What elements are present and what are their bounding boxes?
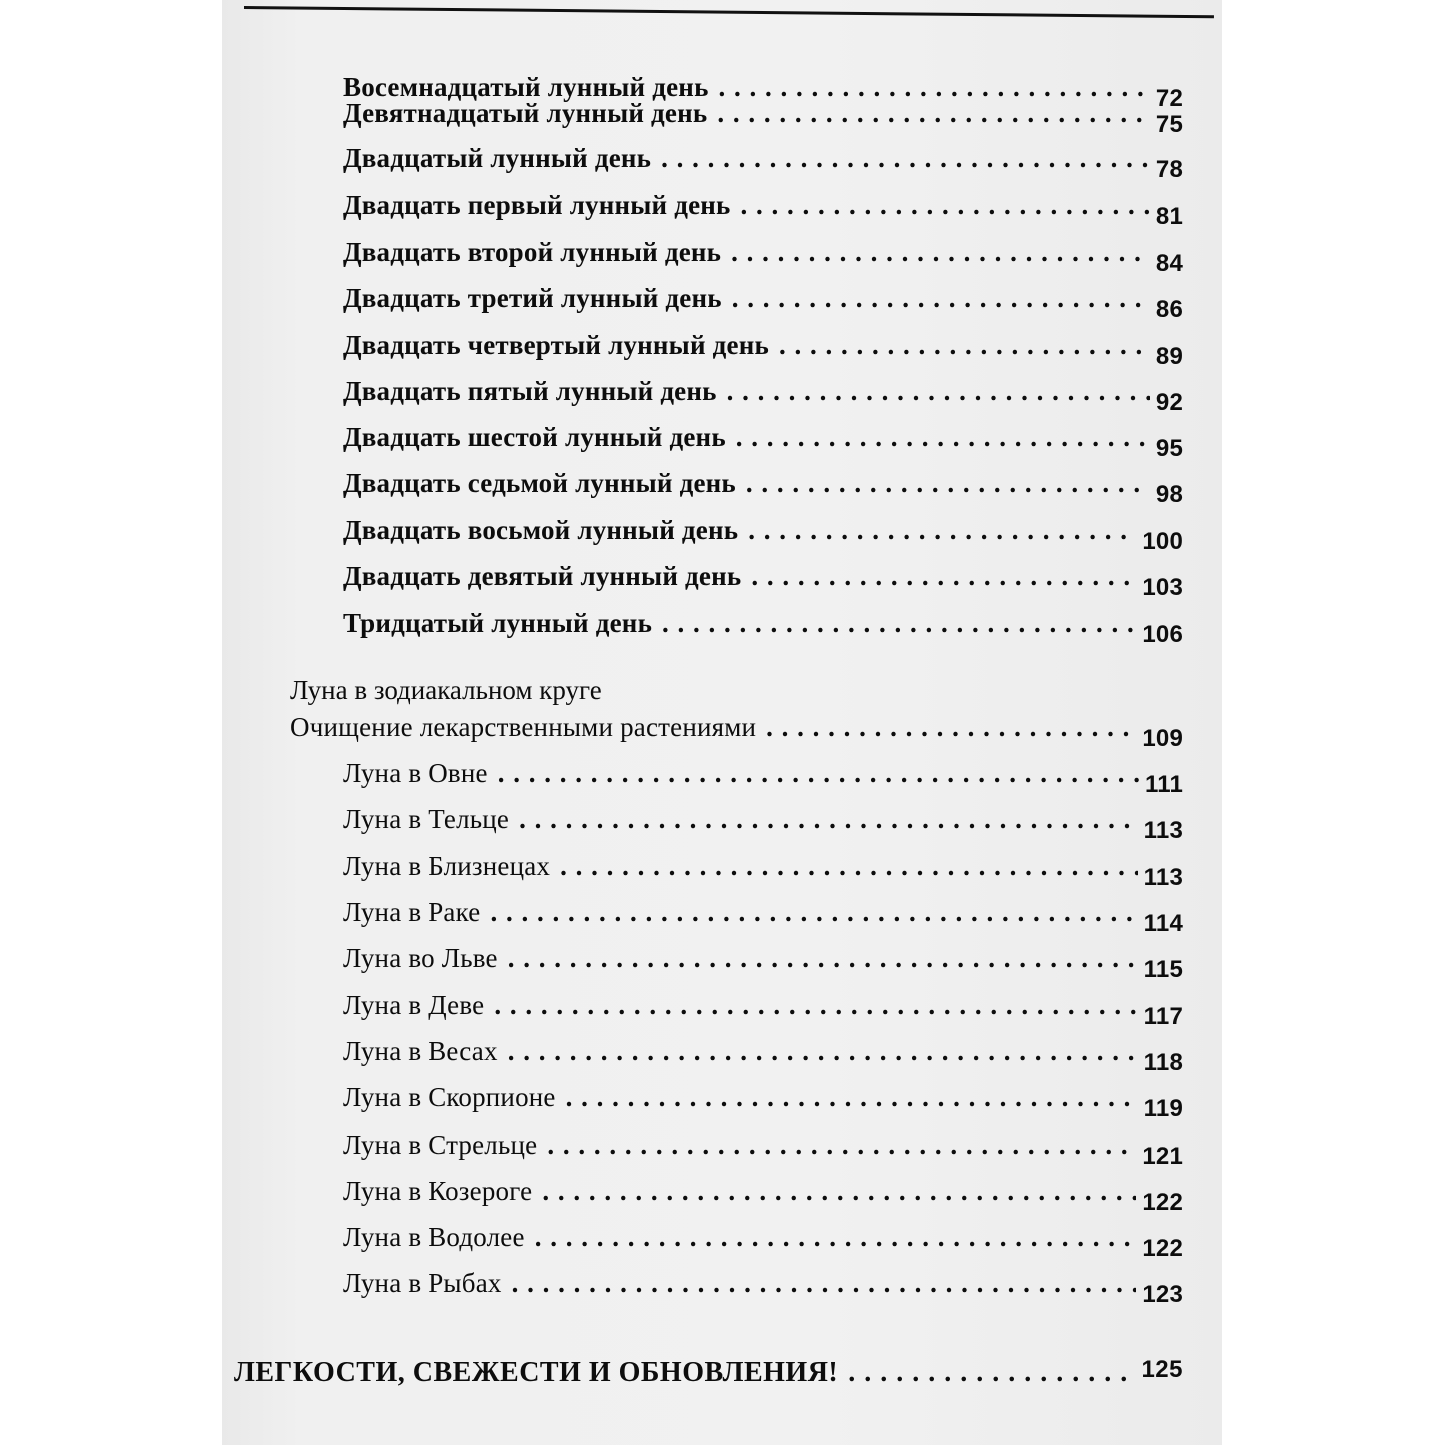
entry-title: Луна в Скорпионе [343,1082,556,1112]
dot-leader [727,376,1150,407]
top-rule [244,6,1214,18]
entry-page: 113 [1143,864,1183,891]
toc-entry [343,1176,1183,1216]
entry-title: Луна в Овне [343,758,488,788]
entry-page: 72 [1155,85,1183,112]
entry-page: 114 [1143,910,1183,937]
dot-leader [741,190,1150,221]
entry-title: Луна в Близнецах [343,851,551,881]
entry-page: 125 [1141,1356,1183,1383]
toc-entry [343,804,1183,844]
entry-page: 122 [1142,1235,1183,1262]
dot-leader [490,897,1137,928]
entry-page: 123 [1142,1281,1183,1308]
toc-entry [343,237,1183,277]
entry-page: 89 [1155,343,1183,370]
dot-leader [519,804,1138,835]
toc-entry [343,1268,1183,1308]
toc-entry [343,943,1183,983]
dot-leader [766,712,1136,743]
dot-leader [661,143,1150,174]
toc-entry [343,1082,1183,1122]
dot-leader [547,1130,1136,1161]
entry-title: Луна в Стрельце [343,1130,538,1160]
entry-page: 100 [1142,528,1183,555]
entry-page: 117 [1143,1003,1183,1030]
dot-leader [560,851,1138,882]
entry-title: Тридцатый лунный день [343,608,653,638]
entry-page: 86 [1155,296,1183,323]
dot-leader [736,422,1150,453]
entry-title: Луна в Рыбах [343,1268,502,1298]
entry-title: Двадцать восьмой лунный день [343,515,739,545]
entry-title: Двадцать второй лунный день [343,237,722,267]
entry-title: Луна в Деве [343,990,485,1020]
entry-page: 106 [1142,621,1183,648]
entry-title: Луна в Весах [343,1036,498,1066]
entry-title: Двадцатый лунный день [343,143,652,173]
final-toc-entry [234,1357,1183,1389]
entry-page: 122 [1142,1189,1183,1216]
entry-page: 75 [1155,111,1183,138]
entry-page: 103 [1142,574,1183,601]
dot-leader [848,1357,1135,1389]
book-page [222,0,1222,1445]
entry-title: Луна в Водолее [343,1222,525,1252]
dot-leader [779,330,1150,361]
entry-page: 95 [1155,435,1183,462]
dot-leader [732,283,1150,314]
toc-entry [343,468,1183,508]
entry-page: 109 [1142,725,1183,752]
dot-leader [746,468,1150,499]
entry-page: 113 [1143,817,1183,844]
entry-page: 119 [1143,1095,1183,1122]
entry-page: 98 [1155,481,1183,508]
dot-leader [508,943,1138,974]
entry-title: Девятнадцатый лунный день [343,98,708,128]
entry-page: 92 [1155,389,1183,416]
entry-page: 78 [1155,156,1183,183]
entry-title: ЛЕГКОСТИ, СВЕЖЕСТИ И ОБНОВЛЕНИЯ! [234,1357,839,1388]
toc-entry [343,98,1183,138]
entry-title: Луна в Козероге [343,1176,533,1206]
toc-entry [343,758,1183,798]
toc-entry [343,515,1183,555]
dot-leader [542,1176,1136,1207]
entry-title: Восемнадцатый лунный день [343,72,709,102]
section-heading: Луна в зодиакальном круге [290,675,602,705]
toc-entry [343,1130,1183,1170]
toc-entry [343,897,1183,937]
entry-page: 118 [1143,1049,1183,1076]
entry-page: 111 [1145,771,1183,798]
toc-entry [343,283,1183,323]
dot-leader [748,515,1136,546]
toc-entry [343,1036,1183,1076]
entry-title: Луна в Раке [343,897,481,927]
toc-entry [343,422,1183,462]
section-entry [290,712,1183,752]
entry-title: Двадцать третий лунный день [343,283,722,313]
entry-title: Двадцать пятый лунный день [343,376,717,406]
dot-leader [731,237,1150,268]
dot-leader [662,608,1136,639]
dot-leader [535,1222,1137,1253]
entry-title: Двадцать первый лунный день [343,190,731,220]
toc-entry [343,330,1183,370]
entry-title: Луна во Льве [343,943,498,973]
entry-page: 115 [1143,956,1183,983]
entry-title: Очищение лекарственными растениями [290,712,757,742]
toc-entry [343,561,1183,601]
dot-leader [717,98,1150,129]
dot-leader [494,990,1137,1021]
dot-leader [566,1082,1138,1113]
toc-entry [343,851,1183,891]
dot-leader [498,758,1139,789]
entry-page: 84 [1155,250,1183,277]
dot-leader [751,561,1136,592]
entry-page: 121 [1142,1143,1183,1170]
dot-leader [512,1268,1137,1299]
toc-entry [343,1222,1183,1262]
entry-title: Луна в Тельце [343,804,510,834]
entry-title: Двадцать шестой лунный день [343,422,726,452]
toc-entry [343,608,1183,648]
entry-title: Двадцать девятый лунный день [343,561,742,591]
toc-entry [343,376,1183,416]
toc-entry [343,190,1183,230]
entry-title: Двадцать седьмой лунный день [343,468,736,498]
entry-title: Двадцать четвертый лунный день [343,330,769,360]
toc-entry [343,990,1183,1030]
entry-page: 81 [1155,203,1183,230]
dot-leader [508,1036,1138,1067]
toc-entry [343,143,1183,183]
